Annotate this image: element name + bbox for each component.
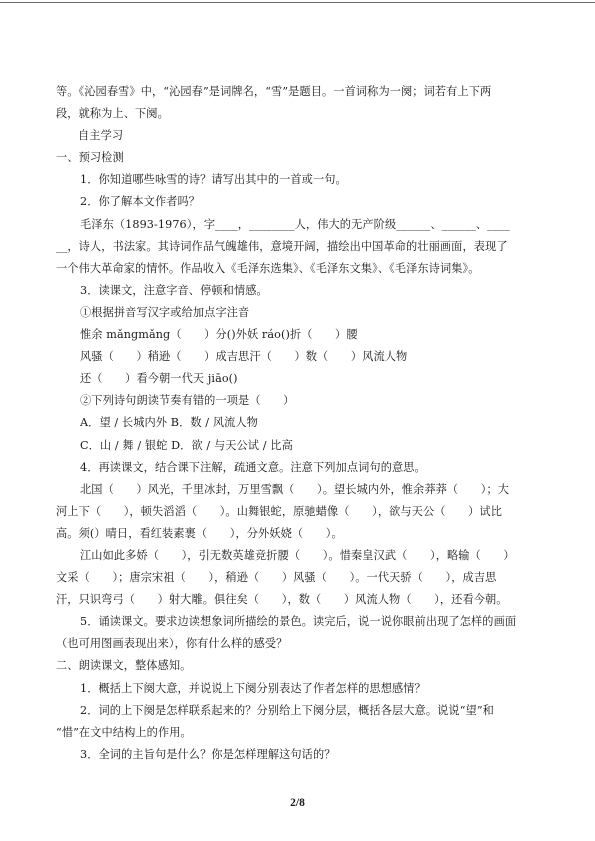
text-line: （也可用图画表现出来），你有什么样的感受？ — [56, 637, 288, 651]
text-line: 文采（ ）；唐宗宋祖（ ），稍逊（ ）风骚（ ）。一代天骄（ ），成吉思 — [56, 571, 497, 585]
document-body — [56, 81, 540, 766]
text-line: 二、朗读课文，整体感知。 — [56, 659, 192, 673]
text-line: 1．概括上下阕大意，并说说上下阕分别表达了作者怎样的思想感情？ — [80, 681, 426, 695]
text-line: 一、预习检测 — [56, 151, 124, 165]
text-line: ①根据拼音写汉字或给加点字注音 — [80, 305, 250, 319]
text-line: “惜”在文中结构上的作用。 — [56, 725, 192, 739]
text-line: 3．读课文，注意字音、停顿和情感。 — [80, 283, 268, 297]
text-line: A．望 / 长城内外 B．数 / 风流人物 — [80, 416, 258, 430]
header-rule — [0, 2, 595, 3]
text-line: 等。《沁园春雪》中，“沁园春”是词牌名，“雪”是题目。一首词称为一阕；词若有上下两 — [56, 85, 492, 98]
text-line: 一个伟大革命家的情怀。作品收入《毛泽东选集》、《毛泽东文集》、《毛泽东诗词集》。 — [56, 261, 480, 275]
text-line: 风骚（ ）稍逊（ ）成吉思汗（ ）数（ ）风流人物 — [80, 350, 408, 364]
text-line: ②下列诗句朗读节奏有错的一项是（ ） — [80, 394, 295, 408]
text-line: 江山如此多娇（ ），引无数英雄竞折腰（ ）。惜秦皇汉武（ ），略输（ ） — [80, 548, 515, 562]
text-line: 高。须(）晴日，看红装素裹（ ），分外妖娆（ ）。 — [56, 526, 343, 540]
text-line: 3．全词的主旨句是什么？你是怎样理解这句话的？ — [80, 747, 336, 761]
text-line: 汗，只识弯弓（ ）射大雕。俱往矣（ ），数（ ）风流人物（ ），还看今朝。 — [56, 593, 508, 607]
text-line: 2．词的上下阕是怎样联系起来的？分别给上下阕分层，概括各层大意。说说“望”和 — [80, 703, 494, 717]
text-line: 4．再读课文，结合课下注解，疏通文意。注意下列加点词句的意思。 — [80, 460, 426, 474]
text-line: 5．诵读课文。要求边读想象词所描绘的景色。读完后，说一说你眼前出现了怎样的画面 — [80, 615, 517, 629]
text-line: 段，就称为上、下阕。 — [56, 107, 169, 121]
text-line: 惟余 mǎngmǎng（ ）分()外妖 ráo()折（ ）腰 — [80, 328, 358, 342]
text-line: 北国（ ）风光，千里冰封，万里雪飘（ ）。望长城内外，惟余莽莽（ ）；大 — [80, 482, 510, 496]
page-number: 2/8 — [290, 797, 305, 809]
text-line: C．山 / 舞 / 银蛇 D．欲 / 与天公试 / 比高 — [80, 438, 293, 452]
text-line: __，诗人，书法家。其诗词作品气魄雄伟，意境开阔，描绘出中国革命的壮丽画面，表现了 — [56, 239, 508, 253]
text-line: 自主学习 — [78, 129, 124, 143]
text-line: 2．你了解本文作者吗？ — [80, 195, 201, 209]
text-line: 1．你知道哪些咏雪的诗？请写出其中的一首或一句。 — [80, 173, 347, 187]
text-line: 毛泽东（1893-1976），字____，________人，伟大的无产阶级______、______、____ — [80, 217, 510, 231]
text-line: 还（ ）看今朝一代天 jiāo() — [80, 372, 238, 386]
text-line: 河上下（ ），顿失滔滔（ ）。山舞银蛇，原驰蜡像（ ），欲与天公（ ）试比 — [56, 504, 502, 518]
